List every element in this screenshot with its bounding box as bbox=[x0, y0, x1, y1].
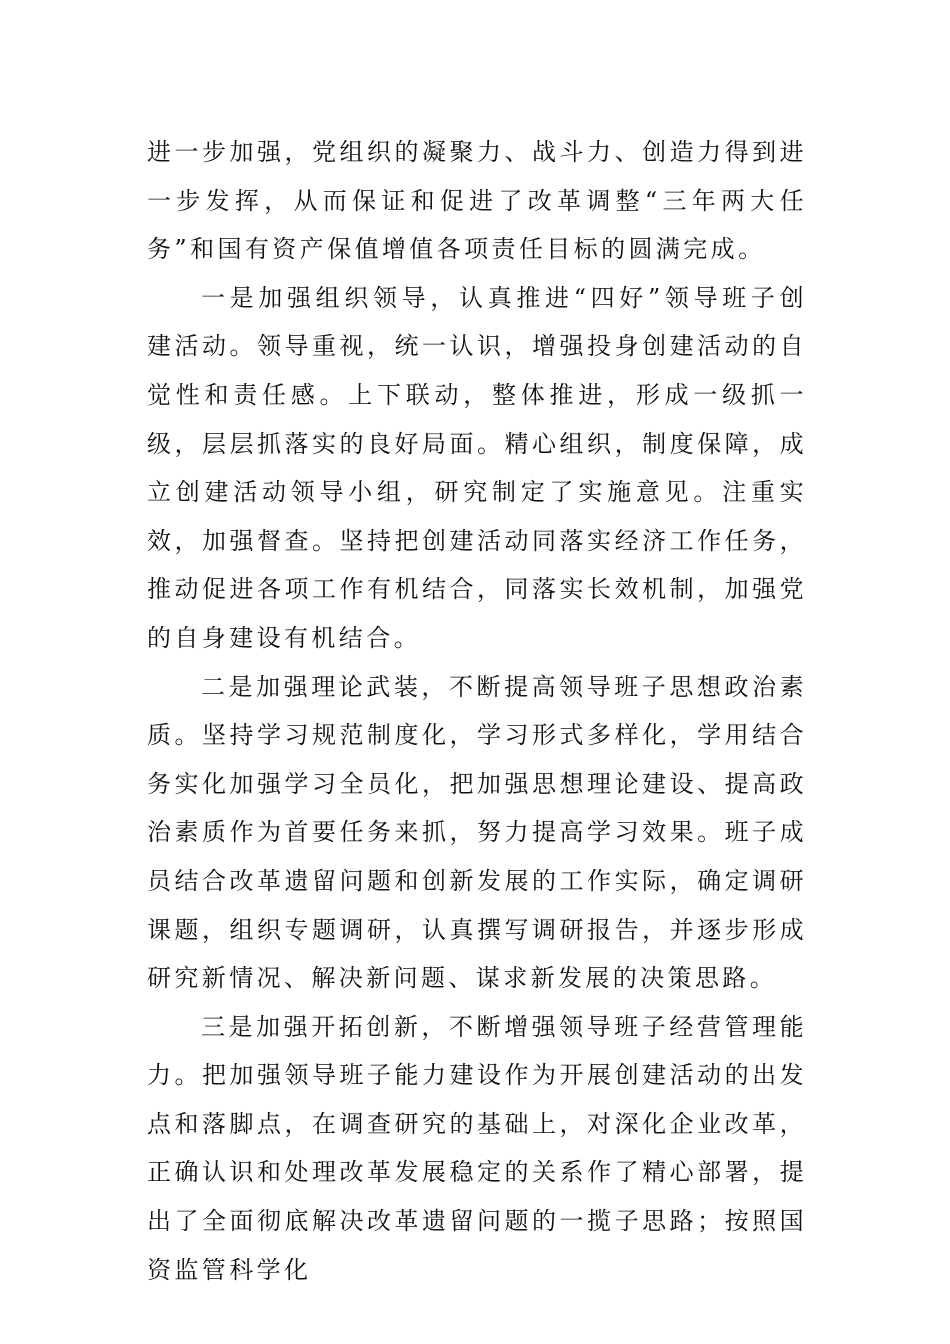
paragraph-2: 一是加强组织领导，认真推进“四好”领导班子创建活动。领导重视，统一认识，增强投身创建活动的自觉性和责任感。上下联动，整体推进，形成一级抓一级，层层抓落实的良好局面。精心组织，制度保障，成立创建活动领导小组，研究制定了实施意见。注重实效，加强督查。坚持把创建活动同落实经济工作任务，推动促进各项工作有机结合，同落实长效机制，加强党的自身建设有机结合。 bbox=[147, 283, 807, 652]
paragraph-3: 二是加强理论武装，不断提高领导班子思想政治素质。坚持学习规范制度化，学习形式多样化，学用结合务实化加强学习全员化，把加强思想理论建设、提高政治素质作为首要任务来抓，努力提高学习效果。班子成员结合改革遗留问题和创新发展的工作实际，确定调研课题，组织专题调研，认真撰写调研报告，并逐步形成研究新情况、解决新问题、谋求新发展的决策思路。 bbox=[147, 672, 807, 993]
paragraph-4: 三是加强开拓创新，不断增强领导班子经营管理能力。把加强领导班子能力建设作为开展创建活动的出发点和落脚点，在调查研究的基础上，对深化企业改革，正确认识和处理改革发展稳定的关系作了精心部署，提出了全面彻底解决改革遗留问题的一揽子思路；按照国资监管科学化 bbox=[147, 1012, 807, 1284]
document-body bbox=[147, 128, 807, 1294]
paragraph-1: 进一步加强，党组织的凝聚力、战斗力、创造力得到进一步发挥，从而保证和促进了改革调整“三年两大任务”和国有资产保值增值各项责任目标的圆满完成。 bbox=[147, 138, 807, 264]
